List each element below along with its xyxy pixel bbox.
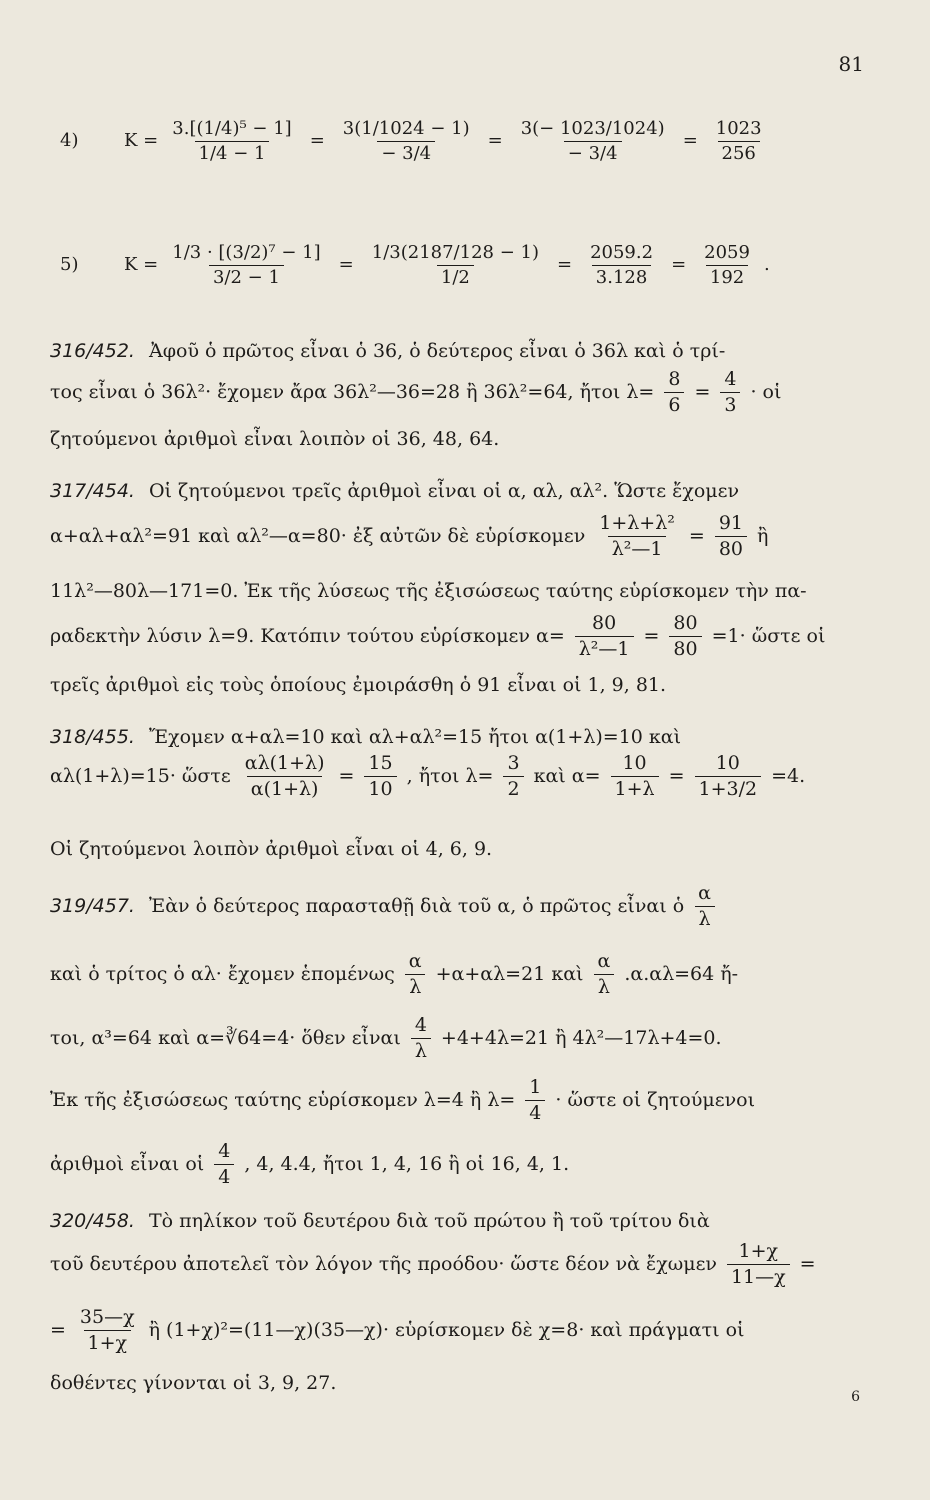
problem-number: 320/458. bbox=[50, 1210, 135, 1232]
problem-318-line-2: αλ(1+λ)=15· ὥστε $\frac{\alpha\lambda(1+\lambda)}{\alpha(1+\lambda)}$ = $\frac{15}{10}$ , ἤτοι λ= $\frac{3}{2}$ καὶ α= $\frac{10}{1+\lambda}$ = $\frac{10}{1+3/2}$ =4. bbox=[50, 752, 806, 800]
fraction: $\frac{15}{10}$ bbox=[364, 752, 396, 801]
fraction: $\frac{\text{1/3 · [(3/2)⁷ − 1]}}{3/2 - 1}$ bbox=[172, 242, 321, 288]
fraction: $\frac{8}{6}$ bbox=[664, 368, 684, 417]
fraction: $\frac{4}{3}$ bbox=[720, 368, 740, 417]
fraction: $\frac{91}{80}$ bbox=[715, 512, 747, 561]
fraction: $\frac{10}{1+\lambda}$ bbox=[611, 752, 659, 801]
fraction: $\frac{\text{1+λ+λ²}}{\text{λ²—1}}$ bbox=[599, 512, 675, 560]
fraction: $\frac{1}{4}$ bbox=[525, 1076, 545, 1125]
fraction: $\frac{35—\chi}{1+\chi}$ bbox=[79, 1306, 135, 1354]
problem-319-line-2: καὶ ὁ τρίτος ὁ αλ· ἔχομεν ἑπομένως $\frac{\alpha}{\lambda}$ +α+αλ=21 καὶ $\frac{\alpha}{\lambda}$ .α.αλ=64 ἤ- bbox=[50, 950, 739, 998]
fraction: $\frac{\alpha}{\lambda}$ bbox=[593, 950, 614, 999]
page-number: 81 bbox=[838, 52, 864, 76]
problem-number: 319/457. bbox=[50, 894, 135, 917]
problem-316-line-1: 316/452. Ἀφοῦ ὁ πρῶτος εἶναι ὁ 36, ὁ δεύτερος εἶναι ὁ 36λ καὶ ὁ τρί- bbox=[50, 340, 726, 362]
fraction: $\frac{3}{2}$ bbox=[503, 752, 523, 801]
fraction: $\frac{3(1/1024 - 1)}{- 3/4}$ bbox=[342, 118, 470, 164]
problem-320-line-1: 320/458. Τὸ πηλίκον τοῦ δευτέρου διὰ τοῦ πρώτου ἢ τοῦ τρίτου διὰ bbox=[50, 1210, 710, 1232]
fraction: $\frac{2059.2}{3.128}$ bbox=[590, 242, 654, 288]
fraction: $\frac{1+\chi}{11—\chi}$ bbox=[727, 1240, 790, 1289]
problem-318-line-3: Οἱ ζητούμενοι λοιπὸν ἀριθμοὶ εἶναι οἱ 4, 6, 9. bbox=[50, 838, 493, 860]
problem-number: 318/455. bbox=[50, 726, 135, 748]
problem-320-line-4: δοθέντες γίνονται οἱ 3, 9, 27. bbox=[50, 1372, 337, 1394]
problem-316-line-2: τος εἶναι ὁ 36λ²· ἔχομεν ἄρα 36λ²—36=28 ἢ 36λ²=64, ἤτοι λ= $\frac{8}{6}$ = $\frac{4}{3}$ · οἱ bbox=[50, 368, 782, 416]
fraction: $\frac{1023}{256}$ bbox=[715, 118, 762, 164]
fraction: $\frac{\text{3.[(1/4)⁵ − 1]}}{1/4 - 1}$ bbox=[172, 118, 292, 164]
problem-319-line-3: τοι, α³=64 καὶ α=∛64=4· ὅθεν εἶναι $\frac{4}{\lambda}$ +4+4λ=21 ἢ 4λ²—17λ+4=0. bbox=[50, 1014, 722, 1062]
fraction: $\frac{\alpha}{\lambda}$ bbox=[694, 882, 715, 931]
problem-319-line-5: ἀριθμοὶ εἶναι οἱ $\frac{4}{4}$ , 4, 4.4, ἤτοι 1, 4, 16 ἢ οἱ 16, 4, 1. bbox=[50, 1140, 570, 1188]
signature-mark: 6 bbox=[851, 1389, 860, 1405]
equation-4: 4) K = $\frac{\text{3.[(1/4)⁵ − 1]}}{1/4 - 1}$ = $\frac{3(1/1024 - 1)}{- 3/4}$ = $\frac{3(- 1023/1024)}{- 3/4}$ = $\frac{1023}{256}$ bbox=[60, 118, 882, 164]
problem-317-line-4: ραδεκτὴν λύσιν λ=9. Κατόπιν τούτου εὑρίσκομεν α= $\frac{80}{\text{λ²—1}}$ = $\frac{80}{80}$ =1· ὥστε οἱ bbox=[50, 612, 826, 660]
problem-317-line-5: τρεῖς ἀριθμοὶ εἰς τοὺς ὁποίους ἐμοιράσθη ὁ 91 εἶναι οἱ 1, 9, 81. bbox=[50, 674, 667, 696]
fraction: $\frac{10}{1+3/2}$ bbox=[695, 752, 762, 801]
fraction: $\frac{3(- 1023/1024)}{- 3/4}$ bbox=[520, 118, 665, 164]
problem-number: 317/454. bbox=[50, 480, 135, 502]
fraction: $\frac{1/3(2187/128 - 1)}{1/2}$ bbox=[371, 242, 539, 288]
fraction: $\frac{\alpha\lambda(1+\lambda)}{\alpha(1+\lambda)}$ bbox=[244, 752, 325, 800]
equation-5: 5) K = $\frac{\text{1/3 · [(3/2)⁷ − 1]}}{3/2 - 1}$ = $\frac{1/3(2187/128 - 1)}{1/2}$ = $\frac{2059.2}{3.128}$ = $\frac{2059}{192}$ . bbox=[60, 242, 770, 288]
fraction: $\frac{80}{\text{λ²—1}}$ bbox=[575, 612, 634, 661]
problem-316-line-3: ζητούμενοι ἀριθμοὶ εἶναι λοιπὸν οἱ 36, 48, 64. bbox=[50, 428, 500, 450]
problem-320-line-3: = $\frac{35—\chi}{1+\chi}$ ἢ (1+χ)²=(11—χ)(35—χ)· εὑρίσκομεν δὲ χ=8· καὶ πράγματι οἱ bbox=[50, 1306, 745, 1354]
fraction: $\frac{2059}{192}$ bbox=[704, 242, 750, 288]
problem-317-line-2: α+αλ+αλ²=91 καὶ αλ²—α=80· ἐξ αὐτῶν δὲ εὑρίσκομεν $\frac{\text{1+λ+λ²}}{\text{λ²—1}}$ = $\frac{91}{80}$ ἢ bbox=[50, 512, 769, 560]
problem-317-line-3: 11λ²—80λ—171=0. Ἐκ τῆς λύσεως τῆς ἐξισώσεως ταύτης εὑρίσκομεν τὴν πα- bbox=[50, 580, 807, 602]
problem-319-line-4: Ἐκ τῆς ἐξισώσεως ταύτης εὑρίσκομεν λ=4 ἢ λ= $\frac{1}{4}$ · ὥστε οἱ ζητούμενοι bbox=[50, 1076, 756, 1124]
problem-317-line-1: 317/454. Οἱ ζητούμενοι τρεῖς ἀριθμοὶ εἶναι οἱ α, αλ, αλ². Ὥστε ἔχομεν bbox=[50, 480, 740, 502]
problem-number: 316/452. bbox=[50, 340, 135, 362]
fraction: $\frac{4}{\lambda}$ bbox=[411, 1014, 431, 1063]
problem-320-line-2: τοῦ δευτέρου ἀποτελεῖ τὸν λόγον τῆς προόδου· ὥστε δέον νὰ ἔχωμεν $\frac{1+\chi}{11—\chi}$ = bbox=[50, 1240, 816, 1288]
fraction: $\frac{4}{4}$ bbox=[214, 1140, 234, 1189]
problem-319-line-1: 319/457. Ἐὰν ὁ δεύτερος παρασταθῇ διὰ τοῦ α, ὁ πρῶτος εἶναι ὁ $\frac{\alpha}{\lambda}$ bbox=[50, 882, 882, 931]
fraction: $\frac{\alpha}{\lambda}$ bbox=[405, 950, 426, 999]
fraction: $\frac{80}{80}$ bbox=[669, 612, 701, 661]
problem-318-line-1: 318/455. Ἔχομεν α+αλ=10 καὶ αλ+αλ²=15 ἤτοι α(1+λ)=10 καὶ bbox=[50, 726, 682, 748]
